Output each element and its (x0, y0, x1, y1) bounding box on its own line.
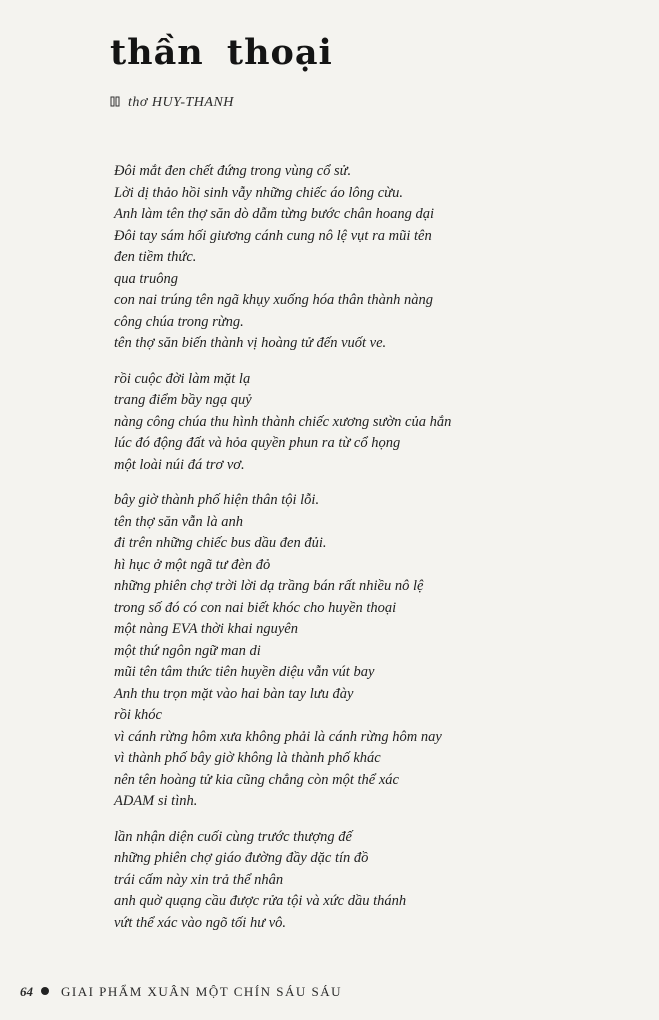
poem-line: nên tên hoàng tử kia cũng chẳng còn một thể xác (114, 771, 399, 788)
poem-line: vì thành phố bây giờ không là thành phố khác (114, 750, 381, 766)
poem-line: lúc đó động đất và hỏa quyền phun ra từ cổ họng (114, 435, 401, 451)
poem-line: mũi tên tâm thức tiên huyền diệu vẫn vút bay (114, 664, 375, 680)
publication-title: GIAI PHẨM XUÂN MỘT CHÍN SÁU SÁU (61, 984, 342, 999)
poem-line: vứt thể xác vào ngõ tối hư vô. (114, 914, 287, 931)
poem-line: ADAM si tình. (114, 793, 198, 809)
poem-stanza (114, 490, 494, 813)
poem-line: những phiên chợ trời lời dạ trầng bán rất nhiều nô lệ (114, 578, 424, 594)
poem-line: vì cánh rừng hôm xưa không phải là cánh rừng hôm nay (114, 728, 442, 745)
poem-line: những phiên chợ giáo đường đầy dặc tín đồ (114, 850, 369, 866)
ornament-icon (110, 96, 122, 107)
poem-stanza (114, 369, 494, 477)
poem-line: Đôi mắt đen chết đứng trong vùng cổ sử. (114, 163, 352, 179)
poem-line: lần nhận diện cuối cùng trước thượng đế (114, 828, 352, 845)
poem-line: Anh thu trọn mặt vào hai bàn tay lưu đày (114, 685, 354, 702)
poem-line: anh quờ quạng cầu được rửa tội và xức dầu thánh (114, 893, 407, 909)
poem-line: trái cấm này xin trả thể nhân (114, 871, 284, 888)
poem-line: trong số đó có con nai biết khóc cho huyền thoại (114, 599, 397, 616)
poem-line: một thứ ngôn ngữ man di (114, 642, 261, 659)
poem-line: công chúa trong rừng. (114, 313, 244, 330)
page-footer (20, 984, 342, 1000)
bullet-icon (41, 987, 49, 995)
poem-line: rồi khóc (114, 707, 162, 723)
poem-line: đi trên những chiếc bus dầu đen đủi. (114, 535, 327, 551)
poem-byline (110, 95, 234, 111)
poem-line: hì hục ở một ngã tư đèn đỏ (114, 556, 271, 573)
author-label: thơ HUY-THANH (128, 95, 234, 110)
poem-line: tên thợ săn vẫn là anh (114, 513, 243, 530)
poem-line: Lời dị thảo hồi sinh vẫy những chiếc áo lông cừu. (114, 184, 403, 201)
poem-line: rồi cuộc đời làm mặt lạ (114, 370, 251, 387)
poem-line: Đôi tay sám hối giương cánh cung nô lệ vụt ra mũi tên (114, 227, 432, 244)
poem-line: một loài núi đá trơ vơ. (114, 456, 245, 473)
poem-line: con nai trúng tên ngã khụy xuống hóa thân thành nàng (114, 292, 433, 308)
poem-line: nàng công chúa thu hình thành chiếc xương sườn của hắn (114, 413, 452, 430)
poem-stanza (114, 161, 494, 355)
poem-line: bây giờ thành phố hiện thân tội lỗi. (114, 492, 320, 508)
poem-line: trang điểm bầy ngạ quỷ (114, 392, 252, 408)
poem-line: tên thợ săn biến thành vị hoàng tử đến vuốt ve. (114, 335, 387, 351)
poem-line: một nàng EVA thời khai nguyên (114, 621, 298, 637)
poem-line: Anh làm tên thợ săn dò dẫm từng bước chân hoang dại (114, 206, 435, 222)
poem-stanza (114, 827, 494, 935)
poem-line: qua truông (114, 270, 179, 287)
poem-line: đen tiềm thức. (114, 249, 197, 265)
poem-body (114, 161, 494, 948)
page-number: 64 (20, 984, 33, 999)
poem-title: thần thoại (110, 32, 333, 73)
